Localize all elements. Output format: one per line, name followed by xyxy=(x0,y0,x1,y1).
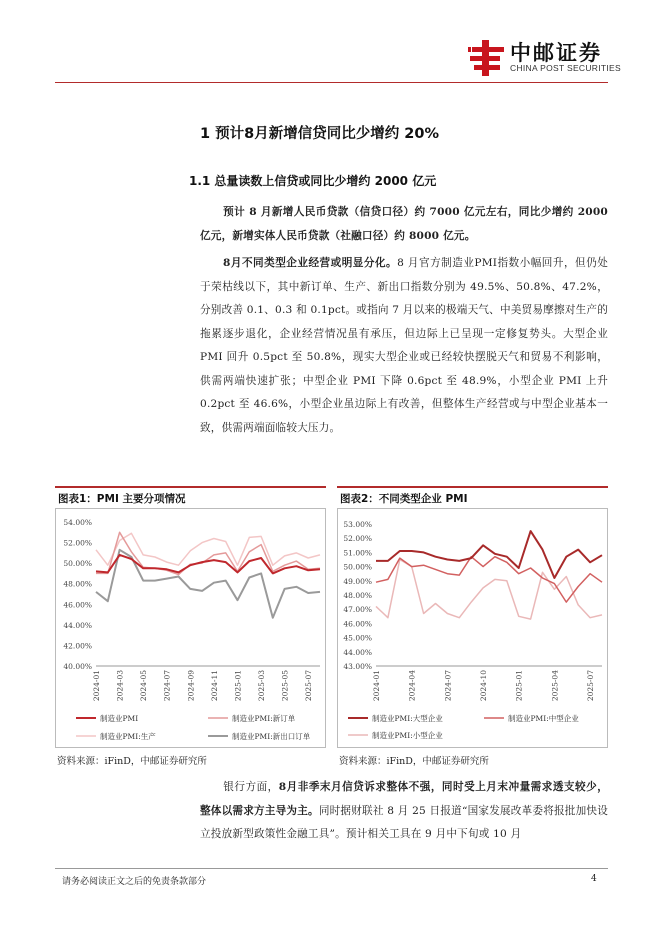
paragraph-2 xyxy=(200,252,608,440)
section-heading: 1 预计8月新增信贷同比少增约 20% xyxy=(200,126,439,142)
footer-divider xyxy=(55,868,608,869)
x-tick-label: 2024-09 xyxy=(186,670,196,702)
y-tick-label: 51.00% xyxy=(343,548,372,558)
x-tick-label: 2025-07 xyxy=(586,670,596,702)
y-tick-label: 48.00% xyxy=(63,579,92,589)
y-tick-label: 44.00% xyxy=(343,647,372,657)
x-tick-label: 2024-03 xyxy=(115,670,125,702)
y-tick-label: 48.00% xyxy=(343,591,372,600)
x-tick-label: 2025-03 xyxy=(257,670,267,702)
y-tick-label: 46.00% xyxy=(343,619,372,629)
y-tick-label: 42.00% xyxy=(63,641,92,651)
legend-label: 制造业PMI:中型企业 xyxy=(508,714,579,723)
y-tick-label: 54.00% xyxy=(63,518,92,527)
figure-1-rule xyxy=(55,486,326,488)
legend-label: 制造业PMI:大型企业 xyxy=(372,714,443,723)
legend-label: 制造业PMI:生产 xyxy=(100,732,156,741)
china-post-logo-icon xyxy=(468,38,508,78)
paragraph-2-text: 8 月官方制造业PMI指数小幅回升，但仍处于荣枯线以下，其中新订单、生产、新出口指数分别为 49.5%、50.8%、47.2%，分别改善 0.1、0.3 和 0.1pct。或指向 7 月以来的极端天气、中美贸易摩擦对生产的拖累逐步退化，企业经营情况虽有承压，但边际上已呈现一定修复势头。大型企业 PMI 回升 0.5pct 至 50.8%，现实大型企业或已经较快摆脱天气和贸易不利影响，供需两端快速扩张；中型企业 PMI 下降 0.6pct 至 48.9%，小型企业 PMI 上升 0.2pct 至 46.6%，小型企业虽边际上有改善，但整体生产经营或与中型企业基本一致，供需两端面临较大压力。 xyxy=(200,257,608,434)
y-tick-label: 47.00% xyxy=(343,605,372,615)
subsection-heading: 1.1 总量读数上信贷或同比少增约 2000 亿元 xyxy=(189,174,437,188)
y-tick-label: 45.00% xyxy=(343,633,372,643)
y-tick-label: 50.00% xyxy=(63,559,92,569)
x-tick-label: 2024-10 xyxy=(479,670,489,702)
header-divider xyxy=(55,82,608,83)
figure-2-frame xyxy=(337,508,608,748)
x-tick-label: 2025-01 xyxy=(233,670,243,702)
y-tick-label: 53.00% xyxy=(343,520,372,529)
x-tick-label: 2024-11 xyxy=(209,670,219,702)
y-tick-label: 43.00% xyxy=(343,662,372,671)
paragraph-1-text: 预计 8 月新增人民币贷款（信贷口径）约 7000 亿元左右，同比少增约 2000 亿元，新增实体人民币贷款（社融口径）约 8000 亿元。 xyxy=(200,206,608,242)
y-tick-label: 46.00% xyxy=(63,600,92,610)
legend-label: 制造业PMI:新出口订单 xyxy=(232,732,311,741)
pmi-components-chart xyxy=(56,509,325,747)
series-line xyxy=(376,560,602,620)
enterprise-size-pmi-chart xyxy=(338,509,607,747)
figure-2-title: 图表2：不同类型企业 PMI xyxy=(340,493,468,505)
figure-1-frame xyxy=(55,508,326,748)
paragraph-3-prefix: 银行方面， xyxy=(223,781,279,793)
series-line xyxy=(96,550,320,618)
figure-2-source: 资料来源：iFinD，中邮证券研究所 xyxy=(339,756,489,767)
paragraph-3-text: 同时据财联社 8 月 25 日报道“国家发展改革委将报批加快设立投放新型政策性金融工具”。预计相关工具在 9 月中下旬或 10 月 xyxy=(200,804,608,840)
y-tick-label: 52.00% xyxy=(63,538,92,548)
series-line xyxy=(376,531,602,578)
x-tick-label: 2024-05 xyxy=(139,670,149,702)
page-number: 4 xyxy=(591,874,597,884)
y-tick-label: 44.00% xyxy=(63,620,92,630)
brand-name: 中邮证券 xyxy=(510,41,602,65)
x-tick-label: 2025-05 xyxy=(280,670,290,702)
x-tick-label: 2024-07 xyxy=(162,670,172,702)
y-tick-label: 40.00% xyxy=(63,662,92,671)
legend-label: 制造业PMI:新订单 xyxy=(232,714,296,723)
paragraph-3-lead: 8月非季末月信贷诉求整体不强，同时受上月末冲量需求透支较少，整体以需求方主导为主。 xyxy=(200,781,609,817)
y-tick-label: 50.00% xyxy=(343,562,372,572)
legend-label: 制造业PMI:小型企业 xyxy=(372,731,443,740)
figure-1-title: 图表1：PMI 主要分项情况 xyxy=(58,493,186,505)
y-tick-label: 49.00% xyxy=(343,576,372,586)
legend-label: 制造业PMI xyxy=(100,714,139,723)
figure-1-source: 资料来源：iFinD，中邮证券研究所 xyxy=(57,756,207,767)
x-tick-label: 2025-07 xyxy=(304,670,314,702)
figure-2-rule xyxy=(337,486,608,488)
brand-name-english: CHINA POST SECURITIES xyxy=(510,63,621,73)
paragraph-2-lead: 8月不同类型企业经营或明显分化。 xyxy=(223,257,398,269)
x-tick-label: 2024-04 xyxy=(407,670,417,702)
paragraph-1 xyxy=(200,201,608,248)
paragraph-3 xyxy=(200,776,608,847)
x-tick-label: 2025-04 xyxy=(550,670,560,702)
x-tick-label: 2024-07 xyxy=(443,670,453,702)
y-tick-label: 52.00% xyxy=(343,534,372,544)
x-tick-label: 2024-01 xyxy=(372,670,381,702)
footer-disclaimer: 请务必阅读正文之后的免责条款部分 xyxy=(62,877,207,887)
x-tick-label: 2025-01 xyxy=(514,670,524,702)
x-tick-label: 2024-01 xyxy=(92,670,101,702)
